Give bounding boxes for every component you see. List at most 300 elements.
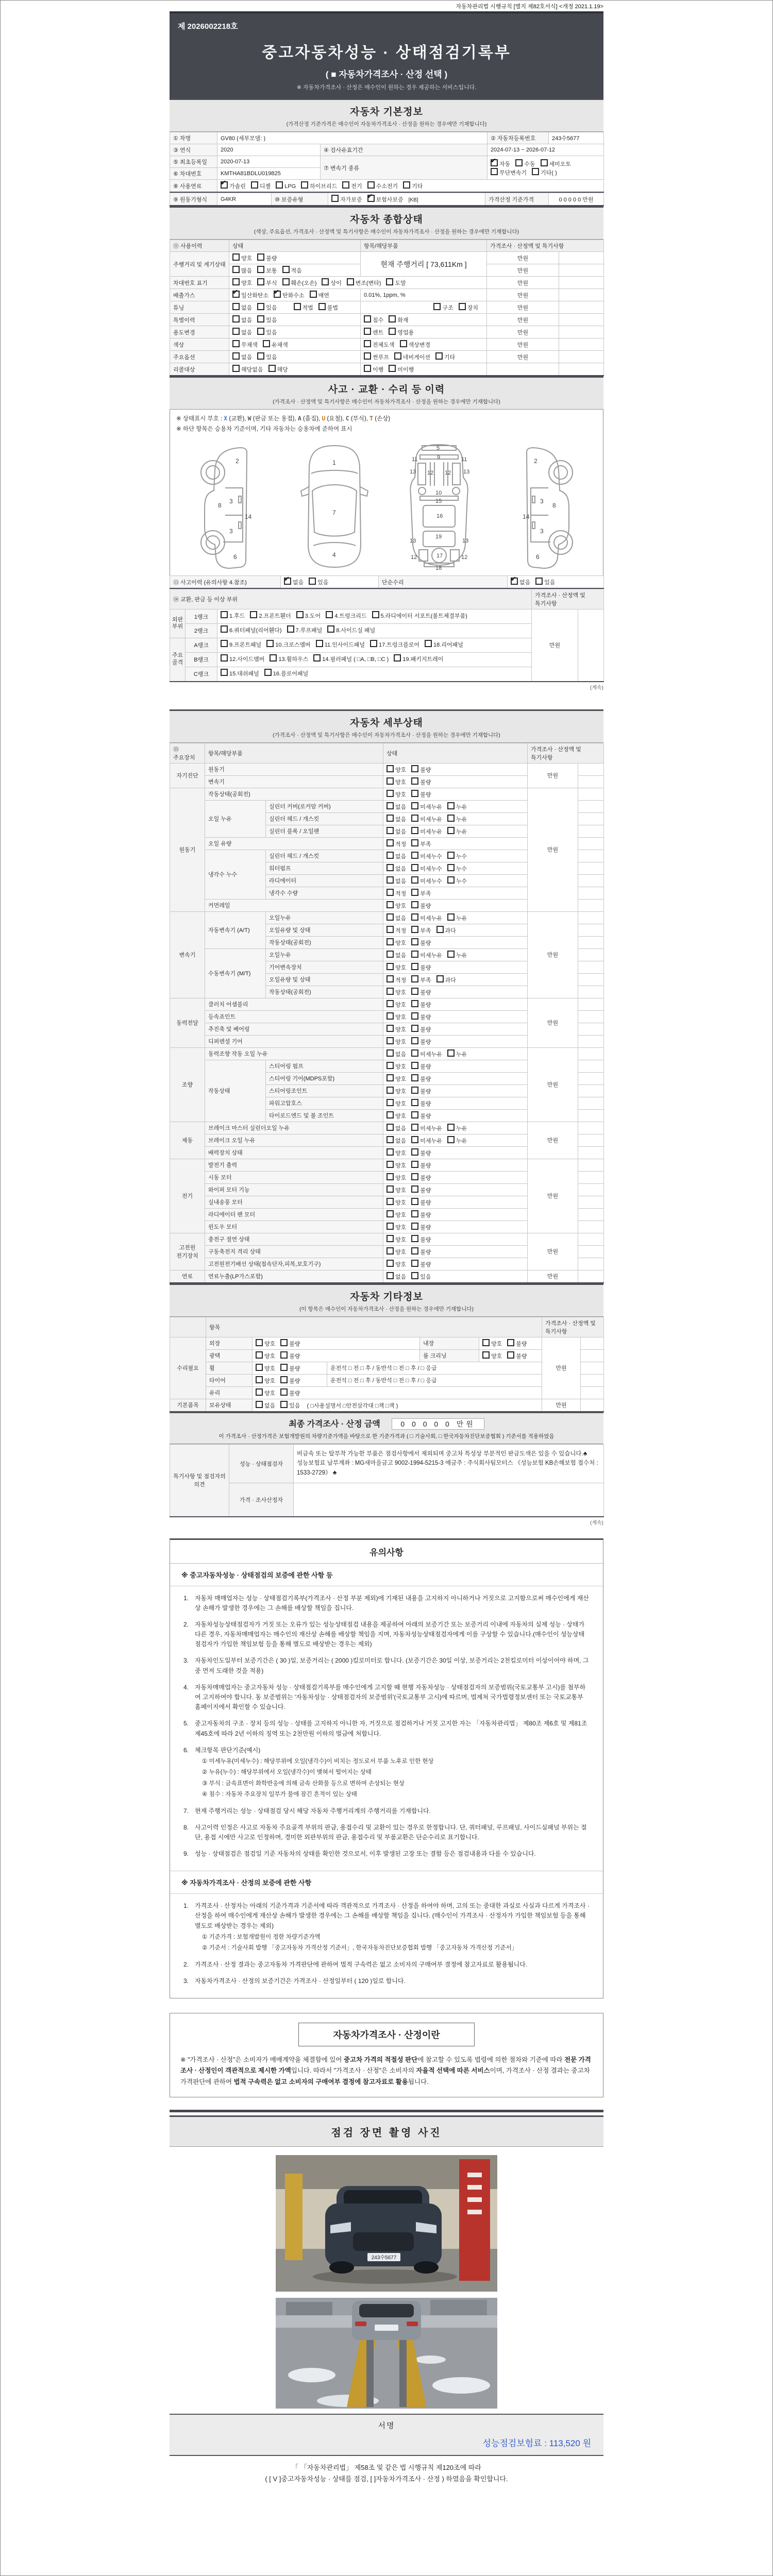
unchecked-checkbox-icon[interactable] xyxy=(386,852,394,859)
unchecked-checkbox-icon[interactable] xyxy=(386,815,394,822)
checkbox-option[interactable] xyxy=(282,266,302,275)
unchecked-checkbox-icon[interactable] xyxy=(256,1388,263,1396)
checkbox-option[interactable] xyxy=(447,1049,467,1058)
unchecked-checkbox-icon[interactable] xyxy=(411,1025,418,1032)
unchecked-checkbox-icon[interactable] xyxy=(232,266,240,273)
unchecked-checkbox-icon[interactable] xyxy=(232,352,240,360)
checkbox-option[interactable] xyxy=(447,1136,467,1145)
unchecked-checkbox-icon[interactable] xyxy=(447,1049,455,1057)
unchecked-checkbox-icon[interactable] xyxy=(411,1173,418,1180)
unchecked-checkbox-icon[interactable] xyxy=(250,611,257,618)
checkbox-option[interactable] xyxy=(232,365,263,374)
unchecked-checkbox-icon[interactable] xyxy=(411,901,418,908)
unchecked-checkbox-icon[interactable] xyxy=(282,278,290,285)
unchecked-checkbox-icon[interactable] xyxy=(386,827,394,834)
checkbox-option[interactable] xyxy=(386,1272,406,1281)
checkbox-option[interactable] xyxy=(386,1185,406,1194)
unchecked-checkbox-icon[interactable] xyxy=(310,291,317,298)
unchecked-checkbox-icon[interactable] xyxy=(221,640,228,647)
unchecked-checkbox-icon[interactable] xyxy=(411,913,418,921)
unchecked-checkbox-icon[interactable] xyxy=(411,1223,418,1230)
unchecked-checkbox-icon[interactable] xyxy=(264,669,272,676)
unchecked-checkbox-icon[interactable] xyxy=(482,1339,490,1346)
unchecked-checkbox-icon[interactable] xyxy=(386,963,394,970)
checkbox-option[interactable] xyxy=(322,278,341,287)
unchecked-checkbox-icon[interactable] xyxy=(447,876,455,884)
unchecked-checkbox-icon[interactable] xyxy=(389,365,396,372)
unchecked-checkbox-icon[interactable] xyxy=(386,802,394,809)
unchecked-checkbox-icon[interactable] xyxy=(386,901,394,908)
checkbox-option[interactable] xyxy=(386,938,406,947)
checkbox-option[interactable] xyxy=(386,889,406,897)
checkbox-option[interactable] xyxy=(411,975,431,984)
unchecked-checkbox-icon[interactable] xyxy=(386,938,394,945)
checkbox-option[interactable] xyxy=(280,1351,300,1360)
checkbox-option[interactable] xyxy=(491,168,527,177)
checkbox-option[interactable] xyxy=(280,1388,300,1397)
unchecked-checkbox-icon[interactable] xyxy=(411,852,418,859)
unchecked-checkbox-icon[interactable] xyxy=(386,864,394,871)
checkbox-option[interactable] xyxy=(425,640,463,651)
unchecked-checkbox-icon[interactable] xyxy=(386,913,394,921)
checkbox-option[interactable] xyxy=(372,611,467,622)
unchecked-checkbox-icon[interactable] xyxy=(507,1351,514,1359)
checkbox-option[interactable] xyxy=(386,1260,406,1268)
unchecked-checkbox-icon[interactable] xyxy=(327,625,334,633)
checkbox-option[interactable] xyxy=(447,802,467,811)
unchecked-checkbox-icon[interactable] xyxy=(256,1401,263,1408)
unchecked-checkbox-icon[interactable] xyxy=(232,315,240,323)
unchecked-checkbox-icon[interactable] xyxy=(433,303,441,310)
unchecked-checkbox-icon[interactable] xyxy=(221,625,228,633)
unchecked-checkbox-icon[interactable] xyxy=(301,181,308,189)
checkbox-option[interactable] xyxy=(280,1339,300,1348)
checkbox-option[interactable] xyxy=(257,303,277,312)
unchecked-checkbox-icon[interactable] xyxy=(447,1124,455,1131)
checkbox-option[interactable] xyxy=(256,1351,275,1360)
checkbox-option[interactable] xyxy=(256,1401,275,1410)
unchecked-checkbox-icon[interactable] xyxy=(411,1148,418,1156)
unchecked-checkbox-icon[interactable] xyxy=(411,1049,418,1057)
unchecked-checkbox-icon[interactable] xyxy=(436,926,444,933)
checkbox-option[interactable] xyxy=(411,864,442,873)
checkbox-option[interactable] xyxy=(541,159,572,168)
unchecked-checkbox-icon[interactable] xyxy=(411,1136,418,1143)
unchecked-checkbox-icon[interactable] xyxy=(411,876,418,884)
unchecked-checkbox-icon[interactable] xyxy=(411,1210,418,1217)
unchecked-checkbox-icon[interactable] xyxy=(386,1000,394,1007)
unchecked-checkbox-icon[interactable] xyxy=(232,365,240,372)
unchecked-checkbox-icon[interactable] xyxy=(342,181,349,189)
unchecked-checkbox-icon[interactable] xyxy=(257,352,264,360)
checkbox-option[interactable] xyxy=(263,340,288,349)
checkbox-option[interactable] xyxy=(280,1376,300,1385)
checkbox-option[interactable] xyxy=(447,876,467,885)
unchecked-checkbox-icon[interactable] xyxy=(411,790,418,797)
checkbox-option[interactable] xyxy=(364,365,383,374)
unchecked-checkbox-icon[interactable] xyxy=(386,1235,394,1242)
checkbox-option[interactable] xyxy=(389,328,414,336)
checkbox-option[interactable] xyxy=(482,1339,502,1348)
unchecked-checkbox-icon[interactable] xyxy=(411,1037,418,1044)
checkbox-option[interactable] xyxy=(411,889,431,897)
unchecked-checkbox-icon[interactable] xyxy=(411,1161,418,1168)
checkbox-option[interactable] xyxy=(386,765,406,774)
checkbox-option[interactable] xyxy=(318,303,338,312)
unchecked-checkbox-icon[interactable] xyxy=(386,1223,394,1230)
checkbox-option[interactable] xyxy=(221,611,245,622)
checkbox-option[interactable] xyxy=(347,278,381,287)
checkbox-option[interactable] xyxy=(287,625,323,636)
unchecked-checkbox-icon[interactable] xyxy=(411,1111,418,1118)
checkbox-option[interactable] xyxy=(251,181,271,190)
checked-checkbox-icon[interactable] xyxy=(491,159,498,166)
checkbox-option[interactable] xyxy=(411,1173,431,1182)
checkbox-option[interactable] xyxy=(232,340,258,349)
checkbox-option[interactable] xyxy=(386,864,406,873)
unchecked-checkbox-icon[interactable] xyxy=(294,303,301,310)
checkbox-option[interactable] xyxy=(411,1260,431,1268)
checkbox-option[interactable] xyxy=(507,1351,527,1360)
unchecked-checkbox-icon[interactable] xyxy=(282,266,290,273)
checkbox-option[interactable] xyxy=(370,640,419,651)
checked-checkbox-icon[interactable] xyxy=(511,578,518,585)
checkbox-option[interactable] xyxy=(232,352,252,361)
unchecked-checkbox-icon[interactable] xyxy=(411,988,418,995)
unchecked-checkbox-icon[interactable] xyxy=(411,1260,418,1267)
checkbox-option[interactable] xyxy=(232,328,252,336)
unchecked-checkbox-icon[interactable] xyxy=(386,1124,394,1131)
checkbox-option[interactable] xyxy=(257,315,277,324)
unchecked-checkbox-icon[interactable] xyxy=(411,1000,418,1007)
checkbox-option[interactable] xyxy=(411,963,431,972)
checkbox-option[interactable] xyxy=(411,1136,442,1145)
checkbox-option[interactable] xyxy=(535,578,555,586)
unchecked-checkbox-icon[interactable] xyxy=(370,640,377,647)
unchecked-checkbox-icon[interactable] xyxy=(296,611,304,618)
unchecked-checkbox-icon[interactable] xyxy=(386,790,394,797)
checkbox-option[interactable] xyxy=(447,827,467,836)
checkbox-option[interactable] xyxy=(411,1074,431,1083)
unchecked-checkbox-icon[interactable] xyxy=(411,926,418,933)
checkbox-option[interactable] xyxy=(221,654,264,665)
unchecked-checkbox-icon[interactable] xyxy=(386,1198,394,1205)
checkbox-option[interactable] xyxy=(411,1012,431,1021)
unchecked-checkbox-icon[interactable] xyxy=(364,315,371,323)
checkbox-option[interactable] xyxy=(364,315,383,324)
unchecked-checkbox-icon[interactable] xyxy=(257,253,264,261)
checkbox-option[interactable] xyxy=(296,611,321,622)
checkbox-option[interactable] xyxy=(301,181,337,190)
unchecked-checkbox-icon[interactable] xyxy=(386,951,394,958)
checkbox-option[interactable] xyxy=(411,1062,431,1071)
checkbox-option[interactable] xyxy=(532,168,557,177)
checkbox-option[interactable] xyxy=(386,1074,406,1083)
checkbox-option[interactable] xyxy=(270,654,308,665)
checkbox-option[interactable] xyxy=(232,303,252,312)
checkbox-option[interactable] xyxy=(250,611,291,622)
unchecked-checkbox-icon[interactable] xyxy=(447,864,455,871)
checkbox-option[interactable] xyxy=(411,913,442,922)
checkbox-option[interactable] xyxy=(257,253,277,262)
unchecked-checkbox-icon[interactable] xyxy=(280,1401,288,1408)
unchecked-checkbox-icon[interactable] xyxy=(541,159,548,166)
unchecked-checkbox-icon[interactable] xyxy=(447,913,455,921)
unchecked-checkbox-icon[interactable] xyxy=(232,278,240,285)
checkbox-option[interactable] xyxy=(386,1223,406,1231)
unchecked-checkbox-icon[interactable] xyxy=(411,1247,418,1255)
checkbox-option[interactable] xyxy=(221,625,282,636)
checkbox-option[interactable] xyxy=(326,611,366,622)
checkbox-option[interactable] xyxy=(386,1062,406,1071)
unchecked-checkbox-icon[interactable] xyxy=(411,864,418,871)
unchecked-checkbox-icon[interactable] xyxy=(411,1074,418,1081)
checkbox-option[interactable] xyxy=(221,669,259,680)
checkbox-option[interactable] xyxy=(411,1161,431,1170)
checkbox-option[interactable] xyxy=(394,352,430,361)
unchecked-checkbox-icon[interactable] xyxy=(256,1339,263,1346)
checkbox-option[interactable] xyxy=(256,1364,275,1372)
unchecked-checkbox-icon[interactable] xyxy=(309,578,316,585)
unchecked-checkbox-icon[interactable] xyxy=(316,640,323,647)
unchecked-checkbox-icon[interactable] xyxy=(331,195,339,202)
unchecked-checkbox-icon[interactable] xyxy=(386,1173,394,1180)
unchecked-checkbox-icon[interactable] xyxy=(364,352,371,360)
checkbox-option[interactable] xyxy=(411,852,442,860)
checkbox-option[interactable] xyxy=(411,1185,431,1194)
unchecked-checkbox-icon[interactable] xyxy=(386,777,394,785)
unchecked-checkbox-icon[interactable] xyxy=(447,852,455,859)
checkbox-option[interactable] xyxy=(386,1247,406,1256)
unchecked-checkbox-icon[interactable] xyxy=(386,1074,394,1081)
checkbox-option[interactable] xyxy=(386,802,406,811)
unchecked-checkbox-icon[interactable] xyxy=(411,815,418,822)
unchecked-checkbox-icon[interactable] xyxy=(386,1260,394,1267)
checkbox-option[interactable] xyxy=(274,291,305,299)
unchecked-checkbox-icon[interactable] xyxy=(257,328,264,335)
checkbox-option[interactable] xyxy=(266,640,310,651)
unchecked-checkbox-icon[interactable] xyxy=(459,303,466,310)
checkbox-option[interactable] xyxy=(447,1124,467,1132)
unchecked-checkbox-icon[interactable] xyxy=(386,889,394,896)
checkbox-option[interactable] xyxy=(364,328,383,336)
checkbox-option[interactable] xyxy=(367,181,398,190)
unchecked-checkbox-icon[interactable] xyxy=(403,181,410,189)
unchecked-checkbox-icon[interactable] xyxy=(232,340,240,347)
unchecked-checkbox-icon[interactable] xyxy=(411,1062,418,1069)
checkbox-option[interactable] xyxy=(386,1025,406,1033)
unchecked-checkbox-icon[interactable] xyxy=(394,654,401,662)
unchecked-checkbox-icon[interactable] xyxy=(411,963,418,970)
checkbox-option[interactable] xyxy=(491,159,510,168)
checkbox-option[interactable] xyxy=(232,278,252,287)
unchecked-checkbox-icon[interactable] xyxy=(372,611,379,618)
checkbox-option[interactable] xyxy=(232,291,268,299)
checkbox-option[interactable] xyxy=(411,777,431,786)
checkbox-option[interactable] xyxy=(433,303,453,312)
checkbox-option[interactable] xyxy=(221,640,261,651)
checkbox-option[interactable] xyxy=(411,1247,431,1256)
unchecked-checkbox-icon[interactable] xyxy=(280,1376,288,1383)
checkbox-option[interactable] xyxy=(482,1351,502,1360)
checkbox-option[interactable] xyxy=(436,926,456,935)
unchecked-checkbox-icon[interactable] xyxy=(287,625,294,633)
unchecked-checkbox-icon[interactable] xyxy=(386,1037,394,1044)
checkbox-option[interactable] xyxy=(447,864,467,873)
unchecked-checkbox-icon[interactable] xyxy=(251,181,258,189)
checkbox-option[interactable] xyxy=(459,303,478,312)
unchecked-checkbox-icon[interactable] xyxy=(411,777,418,785)
checkbox-option[interactable] xyxy=(411,839,431,848)
unchecked-checkbox-icon[interactable] xyxy=(266,640,274,647)
checkbox-option[interactable] xyxy=(331,195,362,204)
unchecked-checkbox-icon[interactable] xyxy=(411,1099,418,1106)
unchecked-checkbox-icon[interactable] xyxy=(232,328,240,335)
checkbox-option[interactable] xyxy=(386,1099,406,1108)
checkbox-option[interactable] xyxy=(257,328,277,336)
checkbox-option[interactable] xyxy=(386,1000,406,1009)
checkbox-option[interactable] xyxy=(447,815,467,823)
checked-checkbox-icon[interactable] xyxy=(274,291,281,298)
unchecked-checkbox-icon[interactable] xyxy=(491,168,498,175)
checkbox-option[interactable] xyxy=(256,1376,275,1385)
checkbox-option[interactable] xyxy=(386,1012,406,1021)
unchecked-checkbox-icon[interactable] xyxy=(386,1062,394,1069)
checkbox-option[interactable] xyxy=(386,852,406,860)
unchecked-checkbox-icon[interactable] xyxy=(411,802,418,809)
unchecked-checkbox-icon[interactable] xyxy=(257,278,264,285)
unchecked-checkbox-icon[interactable] xyxy=(386,1210,394,1217)
checkbox-option[interactable] xyxy=(280,1364,300,1372)
checkbox-option[interactable] xyxy=(386,1161,406,1170)
unchecked-checkbox-icon[interactable] xyxy=(436,975,444,982)
unchecked-checkbox-icon[interactable] xyxy=(232,253,240,261)
checkbox-option[interactable] xyxy=(411,951,442,959)
unchecked-checkbox-icon[interactable] xyxy=(435,352,443,360)
checkbox-option[interactable] xyxy=(386,815,406,823)
checkbox-option[interactable] xyxy=(310,291,329,299)
unchecked-checkbox-icon[interactable] xyxy=(313,654,321,662)
unchecked-checkbox-icon[interactable] xyxy=(386,1148,394,1156)
checkbox-option[interactable] xyxy=(364,352,389,361)
checkbox-option[interactable] xyxy=(232,315,252,324)
unchecked-checkbox-icon[interactable] xyxy=(280,1351,288,1359)
unchecked-checkbox-icon[interactable] xyxy=(411,1272,418,1279)
unchecked-checkbox-icon[interactable] xyxy=(411,951,418,958)
checkbox-option[interactable] xyxy=(411,901,431,910)
checkbox-option[interactable] xyxy=(447,852,467,860)
unchecked-checkbox-icon[interactable] xyxy=(394,352,401,360)
checkbox-option[interactable] xyxy=(280,1401,300,1410)
checkbox-option[interactable] xyxy=(389,365,414,374)
unchecked-checkbox-icon[interactable] xyxy=(347,278,354,285)
unchecked-checkbox-icon[interactable] xyxy=(447,815,455,822)
checked-checkbox-icon[interactable] xyxy=(367,195,375,202)
checkbox-option[interactable] xyxy=(436,975,456,984)
unchecked-checkbox-icon[interactable] xyxy=(256,1351,263,1359)
checkbox-option[interactable] xyxy=(386,1173,406,1182)
checkbox-option[interactable] xyxy=(386,1235,406,1244)
unchecked-checkbox-icon[interactable] xyxy=(411,1124,418,1131)
checkbox-option[interactable] xyxy=(386,790,406,799)
checkbox-option[interactable] xyxy=(386,1124,406,1132)
checkbox-option[interactable] xyxy=(309,578,328,586)
checkbox-option[interactable] xyxy=(268,365,288,374)
checkbox-option[interactable] xyxy=(411,827,442,836)
unchecked-checkbox-icon[interactable] xyxy=(221,669,228,676)
unchecked-checkbox-icon[interactable] xyxy=(270,654,277,662)
unchecked-checkbox-icon[interactable] xyxy=(447,951,455,958)
checkbox-option[interactable] xyxy=(386,839,406,848)
checkbox-option[interactable] xyxy=(411,1148,431,1157)
checkbox-option[interactable] xyxy=(364,340,395,349)
checkbox-option[interactable] xyxy=(411,876,442,885)
checkbox-option[interactable] xyxy=(411,1099,431,1108)
unchecked-checkbox-icon[interactable] xyxy=(532,168,539,175)
checkbox-option[interactable] xyxy=(386,777,406,786)
checkbox-option[interactable] xyxy=(264,669,308,680)
checkbox-option[interactable] xyxy=(257,278,277,287)
unchecked-checkbox-icon[interactable] xyxy=(386,1247,394,1255)
checkbox-option[interactable] xyxy=(411,1124,442,1132)
unchecked-checkbox-icon[interactable] xyxy=(318,303,326,310)
checkbox-option[interactable] xyxy=(386,1037,406,1046)
checkbox-option[interactable] xyxy=(394,654,443,665)
unchecked-checkbox-icon[interactable] xyxy=(364,365,371,372)
checkbox-option[interactable] xyxy=(313,654,389,665)
unchecked-checkbox-icon[interactable] xyxy=(221,654,228,662)
checkbox-option[interactable] xyxy=(294,303,313,312)
checkbox-option[interactable] xyxy=(386,1087,406,1095)
unchecked-checkbox-icon[interactable] xyxy=(400,340,407,347)
checked-checkbox-icon[interactable] xyxy=(232,291,240,298)
unchecked-checkbox-icon[interactable] xyxy=(411,827,418,834)
checkbox-option[interactable] xyxy=(386,1136,406,1145)
unchecked-checkbox-icon[interactable] xyxy=(386,278,393,285)
checkbox-option[interactable] xyxy=(386,1148,406,1157)
checkbox-option[interactable] xyxy=(386,901,406,910)
checkbox-option[interactable] xyxy=(386,963,406,972)
checkbox-option[interactable] xyxy=(386,1198,406,1207)
unchecked-checkbox-icon[interactable] xyxy=(411,1198,418,1205)
unchecked-checkbox-icon[interactable] xyxy=(386,1087,394,1094)
checkbox-option[interactable] xyxy=(435,352,455,361)
checkbox-option[interactable] xyxy=(386,1049,406,1058)
unchecked-checkbox-icon[interactable] xyxy=(411,1087,418,1094)
checkbox-option[interactable] xyxy=(411,1049,442,1058)
unchecked-checkbox-icon[interactable] xyxy=(507,1339,514,1346)
checkbox-option[interactable] xyxy=(411,1235,431,1244)
unchecked-checkbox-icon[interactable] xyxy=(322,278,329,285)
unchecked-checkbox-icon[interactable] xyxy=(386,1161,394,1168)
checkbox-option[interactable] xyxy=(411,1210,431,1219)
unchecked-checkbox-icon[interactable] xyxy=(515,159,523,166)
unchecked-checkbox-icon[interactable] xyxy=(256,1364,263,1371)
checkbox-option[interactable] xyxy=(411,1025,431,1033)
checkbox-option[interactable] xyxy=(507,1339,527,1348)
checkbox-option[interactable] xyxy=(411,1198,431,1207)
unchecked-checkbox-icon[interactable] xyxy=(386,1049,394,1057)
unchecked-checkbox-icon[interactable] xyxy=(386,1099,394,1106)
unchecked-checkbox-icon[interactable] xyxy=(276,181,283,189)
unchecked-checkbox-icon[interactable] xyxy=(386,839,394,846)
unchecked-checkbox-icon[interactable] xyxy=(364,340,371,347)
checkbox-option[interactable] xyxy=(386,278,406,287)
checkbox-option[interactable] xyxy=(386,827,406,836)
unchecked-checkbox-icon[interactable] xyxy=(389,328,396,335)
checkbox-option[interactable] xyxy=(386,926,406,935)
unchecked-checkbox-icon[interactable] xyxy=(364,328,371,335)
